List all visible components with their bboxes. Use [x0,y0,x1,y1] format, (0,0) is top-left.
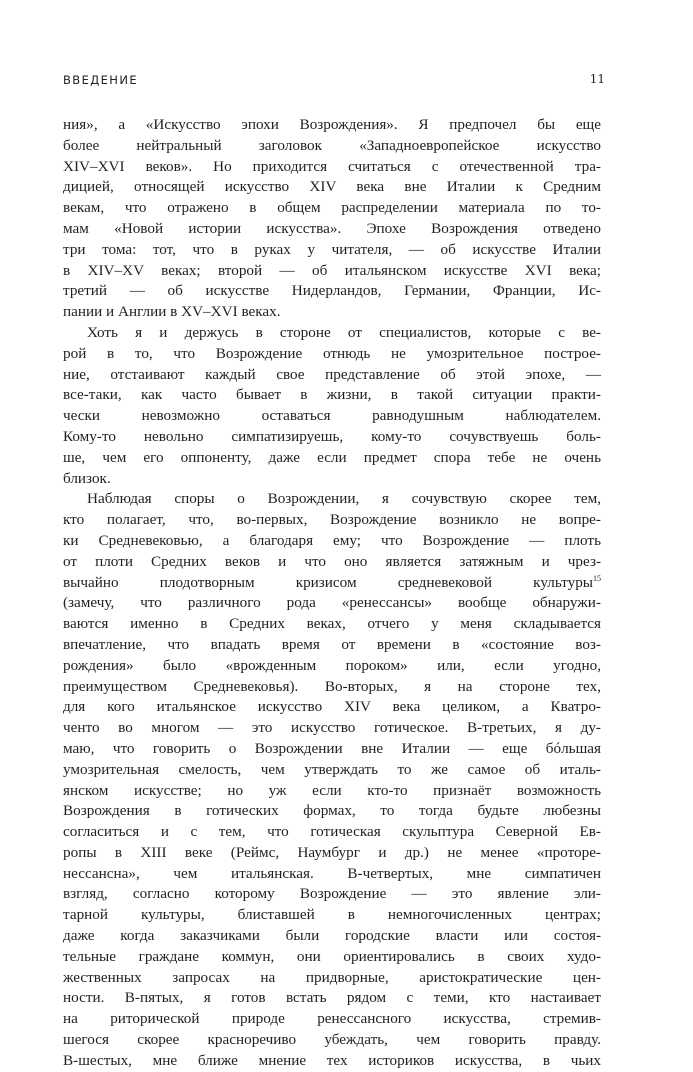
text-line-content: вычайно плодотворным кризисом средневековой культуры [63,573,593,591]
paragraph-1 [63,115,601,323]
text-line: преимуществом Средневековья). Во-вторых, я на стороне тех, [63,677,601,695]
text-line: кто полагает, что, во-первых, Возрождение возникло не вопре- [63,511,601,529]
text-line-with-footnote [63,573,601,594]
text-line: согласиться и с тем, что готическая скульптура Северной Ев- [63,823,601,841]
text-line: ченто во многом — это искусство готическое. В-третьих, я ду- [63,719,601,737]
text-line: ние, отстаивают каждый свое представление об этой эпохе, — [63,365,601,383]
text-line: ваются именно в Средних веках, отчего у меня складывается [63,615,601,633]
text-line: более нейтральный заголовок «Западноевропейское искусство [63,136,601,154]
text-line: жественных запросах на придворные, аристократические цен- [63,968,601,986]
text-line: дицией, относящей искусство XIV века вне Италии к Средним [63,178,601,196]
text-line: Возрождения в готических формах, то тогда будьте любезны [63,802,601,820]
text-line: впечатление, что впадать время от времени в «состояние воз- [63,635,601,653]
text-line: ки Средневековью, а благодаря ему; что Возрождение — плоть [63,531,601,549]
text-line: (замечу, что различного рода «ренессансы» вообще обнаружи- [63,594,601,612]
text-line: маю, что говорить о Возрождении вне Италии — еще бóльшая [63,739,601,757]
text-line: ше, чем его оппоненту, даже если предмет спора тебе не очень [63,448,601,466]
text-line: все-таки, как часто бывает в жизни, в такой ситуации практи- [63,386,601,404]
text-line: ности. В-пятых, я готов встать рядом с теми, кто настаивает [63,989,601,1007]
text-line: ния», а «Искусство эпохи Возрождения». Я предпочел бы еще [63,116,601,133]
text-line: В-шестых, мне ближе мнение тех историков искусства, в чьих [63,1051,601,1069]
text-line: от плоти Средних веков и что оно является затяжным и чрез- [63,552,601,570]
text-line: Хоть я и держусь в стороне от специалистов, которые с ве- [87,323,601,341]
text-line: янском искусстве; но уж если кто-то признаёт возможность [63,781,601,799]
text-line: третий — об искусстве Нидерландов, Германии, Франции, Ис- [63,282,601,300]
text-line: рой в то, что Возрождение отнюдь не умозрительное построе- [63,344,601,362]
text-line: в XIV–XV веках; второй — об итальянском искусстве XVI века; [63,261,601,279]
text-line: умозрительная смелость, чем утверждать то же самое об италь- [63,760,601,778]
text-line: для кого итальянское искусство XIV века целиком, а Кватро- [63,698,601,716]
text-line: мам «Новой истории искусства». Эпохе Возрождения отведено [63,219,601,237]
text-line: близок. [63,469,111,487]
text-line: Кому-то невольно симпатизируешь, кому-то сочувствуешь боль- [63,427,601,445]
footnote-reference[interactable]: 15 [593,573,601,583]
running-head-section-title: ВВЕДЕНИЕ [63,73,139,87]
text-line: рождения» было «врожденным пороком» или, если угодно, [63,656,601,674]
text-line: чески невозможно оставаться равнодушным наблюдателем. [63,407,601,425]
text-line: тарной культуры, блиставшей в немногочисленных центрах; [63,906,601,924]
text-line: векам, что отражено в общем распределении материала по то- [63,199,601,217]
body-text [63,115,601,1072]
text-line: тельные граждане коммун, они ориентировались в своих худо- [63,947,601,965]
text-line: взгляд, согласно которому Возрождение — это явление эли- [63,885,601,903]
paragraph-2 [63,323,601,489]
text-line: три тома: тот, что в руках у читателя, — об искусстве Италии [63,240,601,258]
text-line: Наблюдая споры о Возрождении, я сочувствую скорее тем, [87,490,601,508]
paragraph-3 [63,489,601,1071]
text-line: XIV–XVI веков». Но приходится считаться с отечественной тра- [63,157,601,175]
text-line: на риторической природе ренессансного искусства, стремив- [63,1010,601,1028]
text-line: шегося скорее красноречиво убеждать, чем говорить правду. [63,1031,601,1049]
text-line: нессансна», чем итальянская. В-четвертых, мне симпатичен [63,864,601,882]
text-line: даже когда заказчиками были городские власти или состоя- [63,927,601,945]
page-number: 11 [589,72,605,86]
text-line: ропы в XIII веке (Реймс, Наумбург и др.) не менее «проторе- [63,843,601,861]
text-line: пании и Англии в XV–XVI веках. [63,303,281,321]
